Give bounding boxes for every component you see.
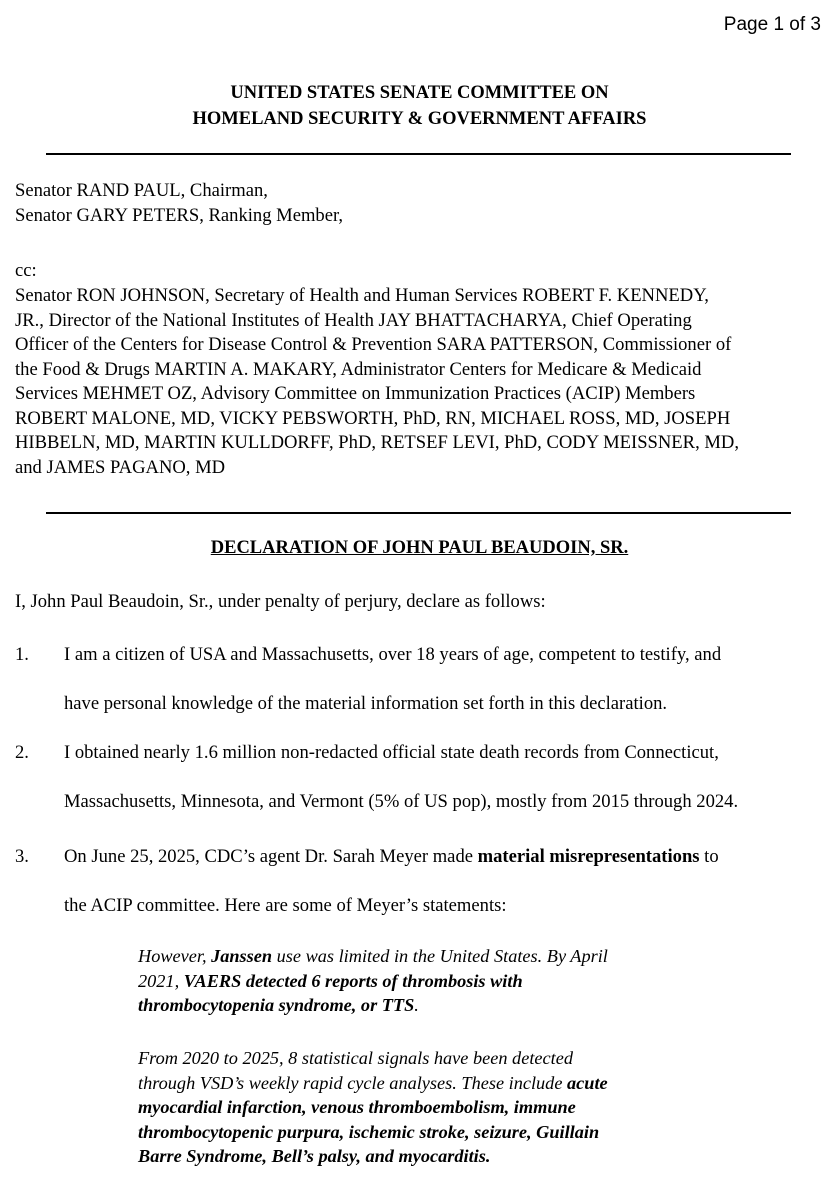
- horizontal-rule-middle: [46, 512, 791, 514]
- item-text-emphasis: material misrepresentations: [477, 846, 700, 867]
- cc-line: the Food & Drugs MARTIN A. MAKARY, Administrator Centers for Medicare & Medicaid: [15, 358, 702, 380]
- quote-line: [138, 1120, 698, 1145]
- cc-label: cc:: [15, 260, 37, 281]
- quote-line: [138, 969, 698, 994]
- declaration-item-1: [15, 630, 830, 728]
- item-number: 2.: [15, 742, 29, 763]
- committee-heading: [0, 80, 839, 132]
- declaration-title: DECLARATION OF JOHN PAUL BEAUDOIN, SR.: [210, 538, 629, 558]
- quote-text: .: [414, 995, 419, 1015]
- cc-line: and JAMES PAGANO, MD: [15, 456, 226, 478]
- item-text-line-1: [64, 832, 830, 881]
- item-text: On June 25, 2025, CDC’s agent Dr. Sarah Meyer made: [64, 846, 478, 867]
- quote-vsd-signals: [138, 1046, 698, 1169]
- quote-janssen: [138, 944, 698, 1018]
- quote-line: [138, 1071, 698, 1096]
- quote-text: use was limited in the United States. By April: [272, 946, 608, 966]
- quote-emphasis: thrombocytopenia syndrome, or TTS: [138, 995, 415, 1015]
- committee-line-1: UNITED STATES SENATE COMMITTEE ON: [230, 83, 609, 103]
- cc-line: Services MEHMET OZ, Advisory Committee on Immunization Practices (ACIP) Members: [15, 383, 696, 404]
- declaration-item-3: [15, 832, 830, 930]
- addressees: [15, 179, 830, 228]
- item-text-line-1: I obtained nearly 1.6 million non-redacted official state death records from Connecticut,: [64, 742, 719, 763]
- quote-emphasis: Janssen: [211, 946, 273, 966]
- quote-line: [138, 944, 698, 969]
- cc-line: JR., Director of the National Institutes of Health JAY BHATTACHARYA, Chief Operating: [15, 309, 692, 331]
- item-text-line-2: have personal knowledge of the material information set forth in this declaration.: [64, 693, 668, 714]
- quote-line: [138, 993, 698, 1018]
- horizontal-rule-top: [46, 153, 791, 155]
- quote-line: From 2020 to 2025, 8 statistical signals have been detected: [138, 1048, 573, 1068]
- quote-emphasis: thrombocytopenic purpura, ischemic stroke, seizure, Guillain: [138, 1121, 600, 1142]
- quote-emphasis: acute: [567, 1072, 608, 1093]
- declaration-item-2: [15, 728, 830, 826]
- quote-line: [138, 1144, 698, 1169]
- declaration-intro: I, John Paul Beaudoin, Sr., under penalty of perjury, declare as follows:: [15, 591, 546, 612]
- quote-text: 2021,: [138, 970, 184, 991]
- cc-line: Officer of the Centers for Disease Control & Prevention SARA PATTERSON, Commissioner of: [15, 334, 732, 355]
- item-number: 1.: [15, 644, 29, 665]
- quote-text: However,: [138, 946, 212, 966]
- addressee-chairman: Senator RAND PAUL, Chairman,: [15, 180, 268, 201]
- cc-line: HIBBELN, MD, MARTIN KULLDORFF, PhD, RETSEF LEVI, PhD, CODY MEISSNER, MD,: [15, 432, 739, 453]
- quote-emphasis: VAERS detected 6 reports of thrombosis with: [183, 970, 523, 991]
- cc-recipients: [15, 284, 830, 480]
- item-text: to: [699, 846, 719, 867]
- item-text-line-1: I am a citizen of USA and Massachusetts, over 18 years of age, competent to testify, and: [64, 644, 722, 665]
- quote-line: [138, 1095, 698, 1120]
- page-number: Page 1 of 3: [723, 14, 821, 35]
- addressee-ranking-member: Senator GARY PETERS, Ranking Member,: [15, 204, 344, 226]
- item-text-line-2: Massachusetts, Minnesota, and Vermont (5% of US pop), mostly from 2015 through 2024.: [64, 791, 739, 812]
- cc-line: ROBERT MALONE, MD, VICKY PEBSWORTH, PhD, RN, MICHAEL ROSS, MD, JOSEPH: [15, 407, 731, 429]
- cc-line: Senator RON JOHNSON, Secretary of Health and Human Services ROBERT F. KENNEDY,: [15, 285, 709, 306]
- item-number: 3.: [15, 846, 29, 867]
- quote-emphasis: myocardial infarction, venous thromboembolism, immune: [138, 1097, 576, 1117]
- quote-emphasis: Barre Syndrome, Bell’s palsy, and myocarditis.: [138, 1146, 491, 1166]
- item-text-line-2: the ACIP committee. Here are some of Meyer’s statements:: [64, 895, 507, 916]
- quote-text: through VSD’s weekly rapid cycle analyses. These include: [138, 1072, 568, 1093]
- committee-line-2: HOMELAND SECURITY & GOVERNMENT AFFAIRS: [192, 109, 647, 129]
